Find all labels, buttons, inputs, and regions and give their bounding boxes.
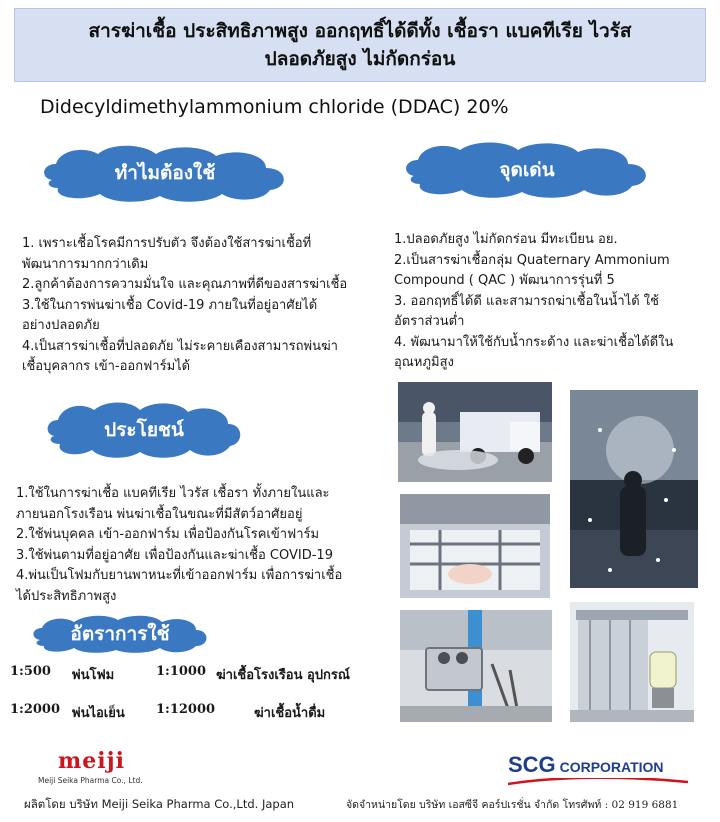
list-item: 3.ใช้พ่นตามที่อยู่อาศัย เพื่อป้องกันและฆ่าเชื้อ COVID-19: [16, 547, 333, 563]
list-item: ได้ประสิทธิภาพสูง: [16, 588, 117, 604]
meiji-wordmark: meiji: [58, 748, 125, 774]
benefits-list: [16, 484, 386, 607]
list-item: ภายนอกโรงเรือน พ่นฆ่าเชื้อในขณะที่มีสัตว์อาศัยอยู่: [16, 506, 303, 522]
livestock-pen-photo: [400, 494, 550, 598]
list-item: 1.ปลอดภัยสูง ไม่กัดกร่อน มีทะเบียน อย.: [394, 232, 618, 247]
list-item: 4.พ่นเป็นโฟมกับยานพาหนะที่เข้าออกฟาร์ม เพื่อการฆ่าเชื้อ: [16, 568, 343, 583]
scg-main-text: SCG: [508, 752, 556, 777]
list-item: อุณหภูมิสูง: [394, 355, 454, 370]
distributor-text: จัดจำหน่ายโดย บริษัท เอสซีจี คอร์ปเรชั่น จำกัด โทรศัพท์ : 02 919 6881: [346, 799, 679, 811]
rate-row: [10, 702, 390, 740]
list-item: 2.ใช้พ่นบุคคล เข้า-ออกฟาร์ม เพื่อป้องกันโรคเข้าฟาร์ม: [16, 527, 320, 542]
rate-ratio: 1:12000: [156, 702, 216, 717]
why-heading: ทำไมต้องใช้: [114, 162, 216, 184]
fogging-machine-photo: [400, 610, 552, 722]
chemical-name: Didecyldimethylammonium chloride (DDAC) 20%: [40, 96, 509, 118]
header-line-2: ปลอดภัยสูง ไม่กัดกร่อน: [264, 48, 456, 70]
meiji-logo: [38, 748, 178, 788]
rate-row: [10, 664, 390, 702]
list-item: 2.เป็นสารฆ่าเชื้อกลุ่ม Quaternary Ammonium: [394, 252, 670, 268]
scg-wordmark: [508, 752, 664, 778]
list-item: 3.ใช้ในการพ่นฆ่าเชื้อ Covid-19 ภายในที่อยู่อาศัยได้: [22, 297, 318, 313]
list-item: 4.เป็นสารฆ่าเชื้อที่ปลอดภัย ไม่ระคายเคืองสามารถพ่นฆ่า: [22, 338, 338, 354]
why-heading-cloud: [40, 142, 290, 204]
truck-spraying-photo: [398, 382, 552, 482]
list-item: 2.ลูกค้าต้องการความมั่นใจ และคุณภาพที่ดีของสารฆ่าเชื้อ: [22, 277, 348, 292]
list-item: Compound ( QAC ) พัฒนาการรุ่นที่ 5: [394, 273, 615, 288]
scg-swoosh-icon: [508, 778, 688, 786]
meiji-company-name: Meiji Seika Pharma Co., Ltd.: [38, 776, 143, 785]
scg-logo: [508, 752, 688, 786]
rate-ratio: 1:2000: [10, 702, 61, 717]
rate-ratio: 1:500: [10, 664, 51, 679]
list-item: อัตราส่วนต่ำ: [394, 314, 465, 329]
list-item: เชื้อบุคลากร เข้า-ออกฟาร์มได้: [22, 359, 191, 374]
why-list: [22, 234, 382, 378]
benefits-heading-cloud: [44, 400, 244, 460]
rate-use: ฆ่าเชื้อน้ำดื่ม: [254, 706, 326, 721]
producer-text: ผลิตโดย บริษัท Meiji Seika Pharma Co.,Ltd. Japan: [24, 797, 295, 811]
rates-heading-cloud: [30, 614, 210, 654]
benefits-heading: ประโยชน์: [104, 419, 184, 441]
rate-use: ฆ่าเชื้อโรงเรือน อุปกรณ์: [216, 668, 350, 683]
highlights-heading: จุดเด่น: [499, 159, 555, 181]
rates-table: [10, 664, 390, 740]
fogging-person-photo: [570, 390, 698, 588]
list-item: 4. พัฒนามาให้ใช้กับน้ำกระด้าง และฆ่าเชื้อได้ดีใน: [394, 334, 674, 350]
list-item: 3. ออกฤทธิ์ได้ดี และสามารถฆ่าเชื้อในน้ำได้ ใช้: [394, 293, 659, 309]
rate-ratio: 1:1000: [156, 664, 207, 679]
highlights-list: [394, 230, 710, 374]
list-item: 1. เพราะเชื้อโรคมีการปรับตัว จึงต้องใช้สารฆ่าเชื้อที่: [22, 236, 312, 251]
list-item: พัฒนาการมากกว่าเดิม: [22, 256, 149, 272]
rate-use: พ่นโฟม: [72, 668, 115, 683]
highlights-heading-cloud: [402, 140, 652, 200]
list-item: 1.ใช้ในการฆ่าเชื้อ แบคทีเรีย ไวรัส เชื้อรา ทั้งภายในและ: [16, 486, 330, 501]
rates-heading: อัตราการใช้: [70, 623, 170, 645]
header-line-1: สารฆ่าเชื้อ ประสิทธิภาพสูง ออกฤทธิ์ได้ดีทั้ง เชื้อรา แบคทีเรีย ไวรัส: [88, 20, 632, 42]
header-banner: [14, 8, 706, 82]
water-tank-photo: [570, 602, 694, 722]
scg-corporation-text: CORPORATION: [555, 759, 664, 775]
list-item: อย่างปลอดภัย: [22, 318, 100, 333]
rate-use: พ่นไอเย็น: [72, 706, 125, 721]
